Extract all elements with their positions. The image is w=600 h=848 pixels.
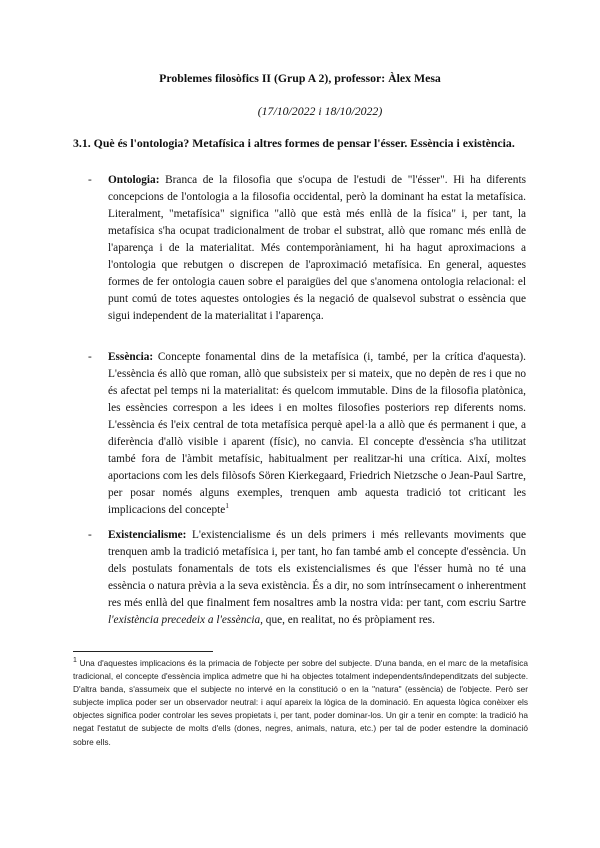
bullet-dash: - [88,529,92,541]
document-dates: (17/10/2022 i 18/10/2022) [257,104,383,118]
sartre-quote: l'existència precedeix a l'essència, [108,614,263,627]
item-body: Concepte fonamental dins de la metafísica (i, també, per la crítica d'aquesta). L'essència és allò que roman, allò que subsisteix per si mateix, que no depèn de res i que no és afectat pel temps ni la materialitat: és quelcom immutable. Dins de la filosofia platònica, les essències correspon a les idees i en moltes filosofies posteriors rep diferents noms. L'essència és l'eix central de tota metafísica perquè apel·la a allò que és permanent i que, a diferència d'allò visible i aparent (físic), no canvia. El concepte d'essència s'ha utilitzat també fora de l'àmbit metafísic, habitualment per realitzar-hi una crítica. Així, moltes aportacions com les dels filòsofs Sören Kierkegaard, Friedrich Nietzsche o Jean-Paul Sartre, per posar només alguns exemples, trenquen amb aquesta tradició tot criticant les implicacions del concepte [108,351,526,517]
footnote-text: Una d'aquestes implicacions és la primacia de l'objecte per sobre del subjecte. D'una banda, en el marc de la metafísica tradicional, el concepte d'essència implica admetre que hi ha objectes totalment independents/independitzats del subjecte. D'altra banda, s'assumeix que el subjecte no intervé en la constitució o en la "natura" (essència) de l'objecte. Però ser subjecte implica poder ser un observador neutral: i aquí apareix la lògica de la dominació. En aquesta lògica conèixer els objectes significa poder controlar les seves propietats i, per tant, poder dominar-los. Un gir a tenir en compte: la tradició ha negat l'estatut de subjecte de molts d'ells (dones, negres, animals, natura, etc.) per tal de poder estendre la dominació sobre ells. [73,658,528,747]
item-body-end: que, en realitat, no és pròpiament res. [262,614,435,627]
item-body: Branca de la filosofia que s'ocupa de l'estudi de "l'ésser". Hi ha diferents concepcions de l'ontologia a la filosofia occidental, però la dominant ha estat la metafísica. Literalment, "metafísica" significa "allò que està més enllà de la física" i, per tant, la metafísica s'ha ocupat tradicionalment de trobar el substrat, allò que romanc més enllà de l'aparença i de la materialitat. Més contemporàniament, hi ha hagut aproximacions a l'ontologia que rebutgen o discrepen de l'aproximació metafísica. En general, aquestes formes de fer ontologia cauen sobre el paraigües del que s'anomena ontologia relacional: el punt comú de totes aquestes ontologies és la negació de qualsevol substrat o essència que sigui independent de la materialitat i l'aparença. [108,174,526,323]
item-paragraph [108,527,526,629]
item-paragraph [108,172,526,325]
bullet-dash: - [88,174,92,186]
footnote-ref[interactable]: 1 [225,502,229,511]
bullet-dash: - [88,351,92,363]
list-item-essencia [90,349,526,519]
item-body: L'existencialisme és un dels primers i més rellevants moviments que trenquen amb la tradició metafísica i, per tant, ho fan també amb el concepte d'essència. Un dels postulats fonamentals de tots els existencialismes és que l'ésser humà no té una essència o natura prèvia a la seva existència. És a dir, no som intrínsecament o inherentment res més enllà del que finalment fem nosaltres amb la nostra vida: per tant, com escriu Sartre [108,529,526,610]
section-heading: 3.1. Què és l'ontologia? Metafísica i altres formes de pensar l'ésser. Essència i existència. [73,136,515,150]
footnote [73,657,528,749]
document-title: Problemes filosòfics II (Grup A 2), professor: Àlex Mesa [159,71,441,85]
footnote-number: 1 [73,657,77,665]
item-paragraph [108,349,526,519]
item-term: Essència: [108,351,154,363]
item-term: Ontologia: [108,174,160,186]
list-item-existencialisme [90,527,526,629]
item-term: Existencialisme: [108,529,187,541]
list-item-ontologia [90,172,526,325]
footnote-divider [73,651,213,652]
